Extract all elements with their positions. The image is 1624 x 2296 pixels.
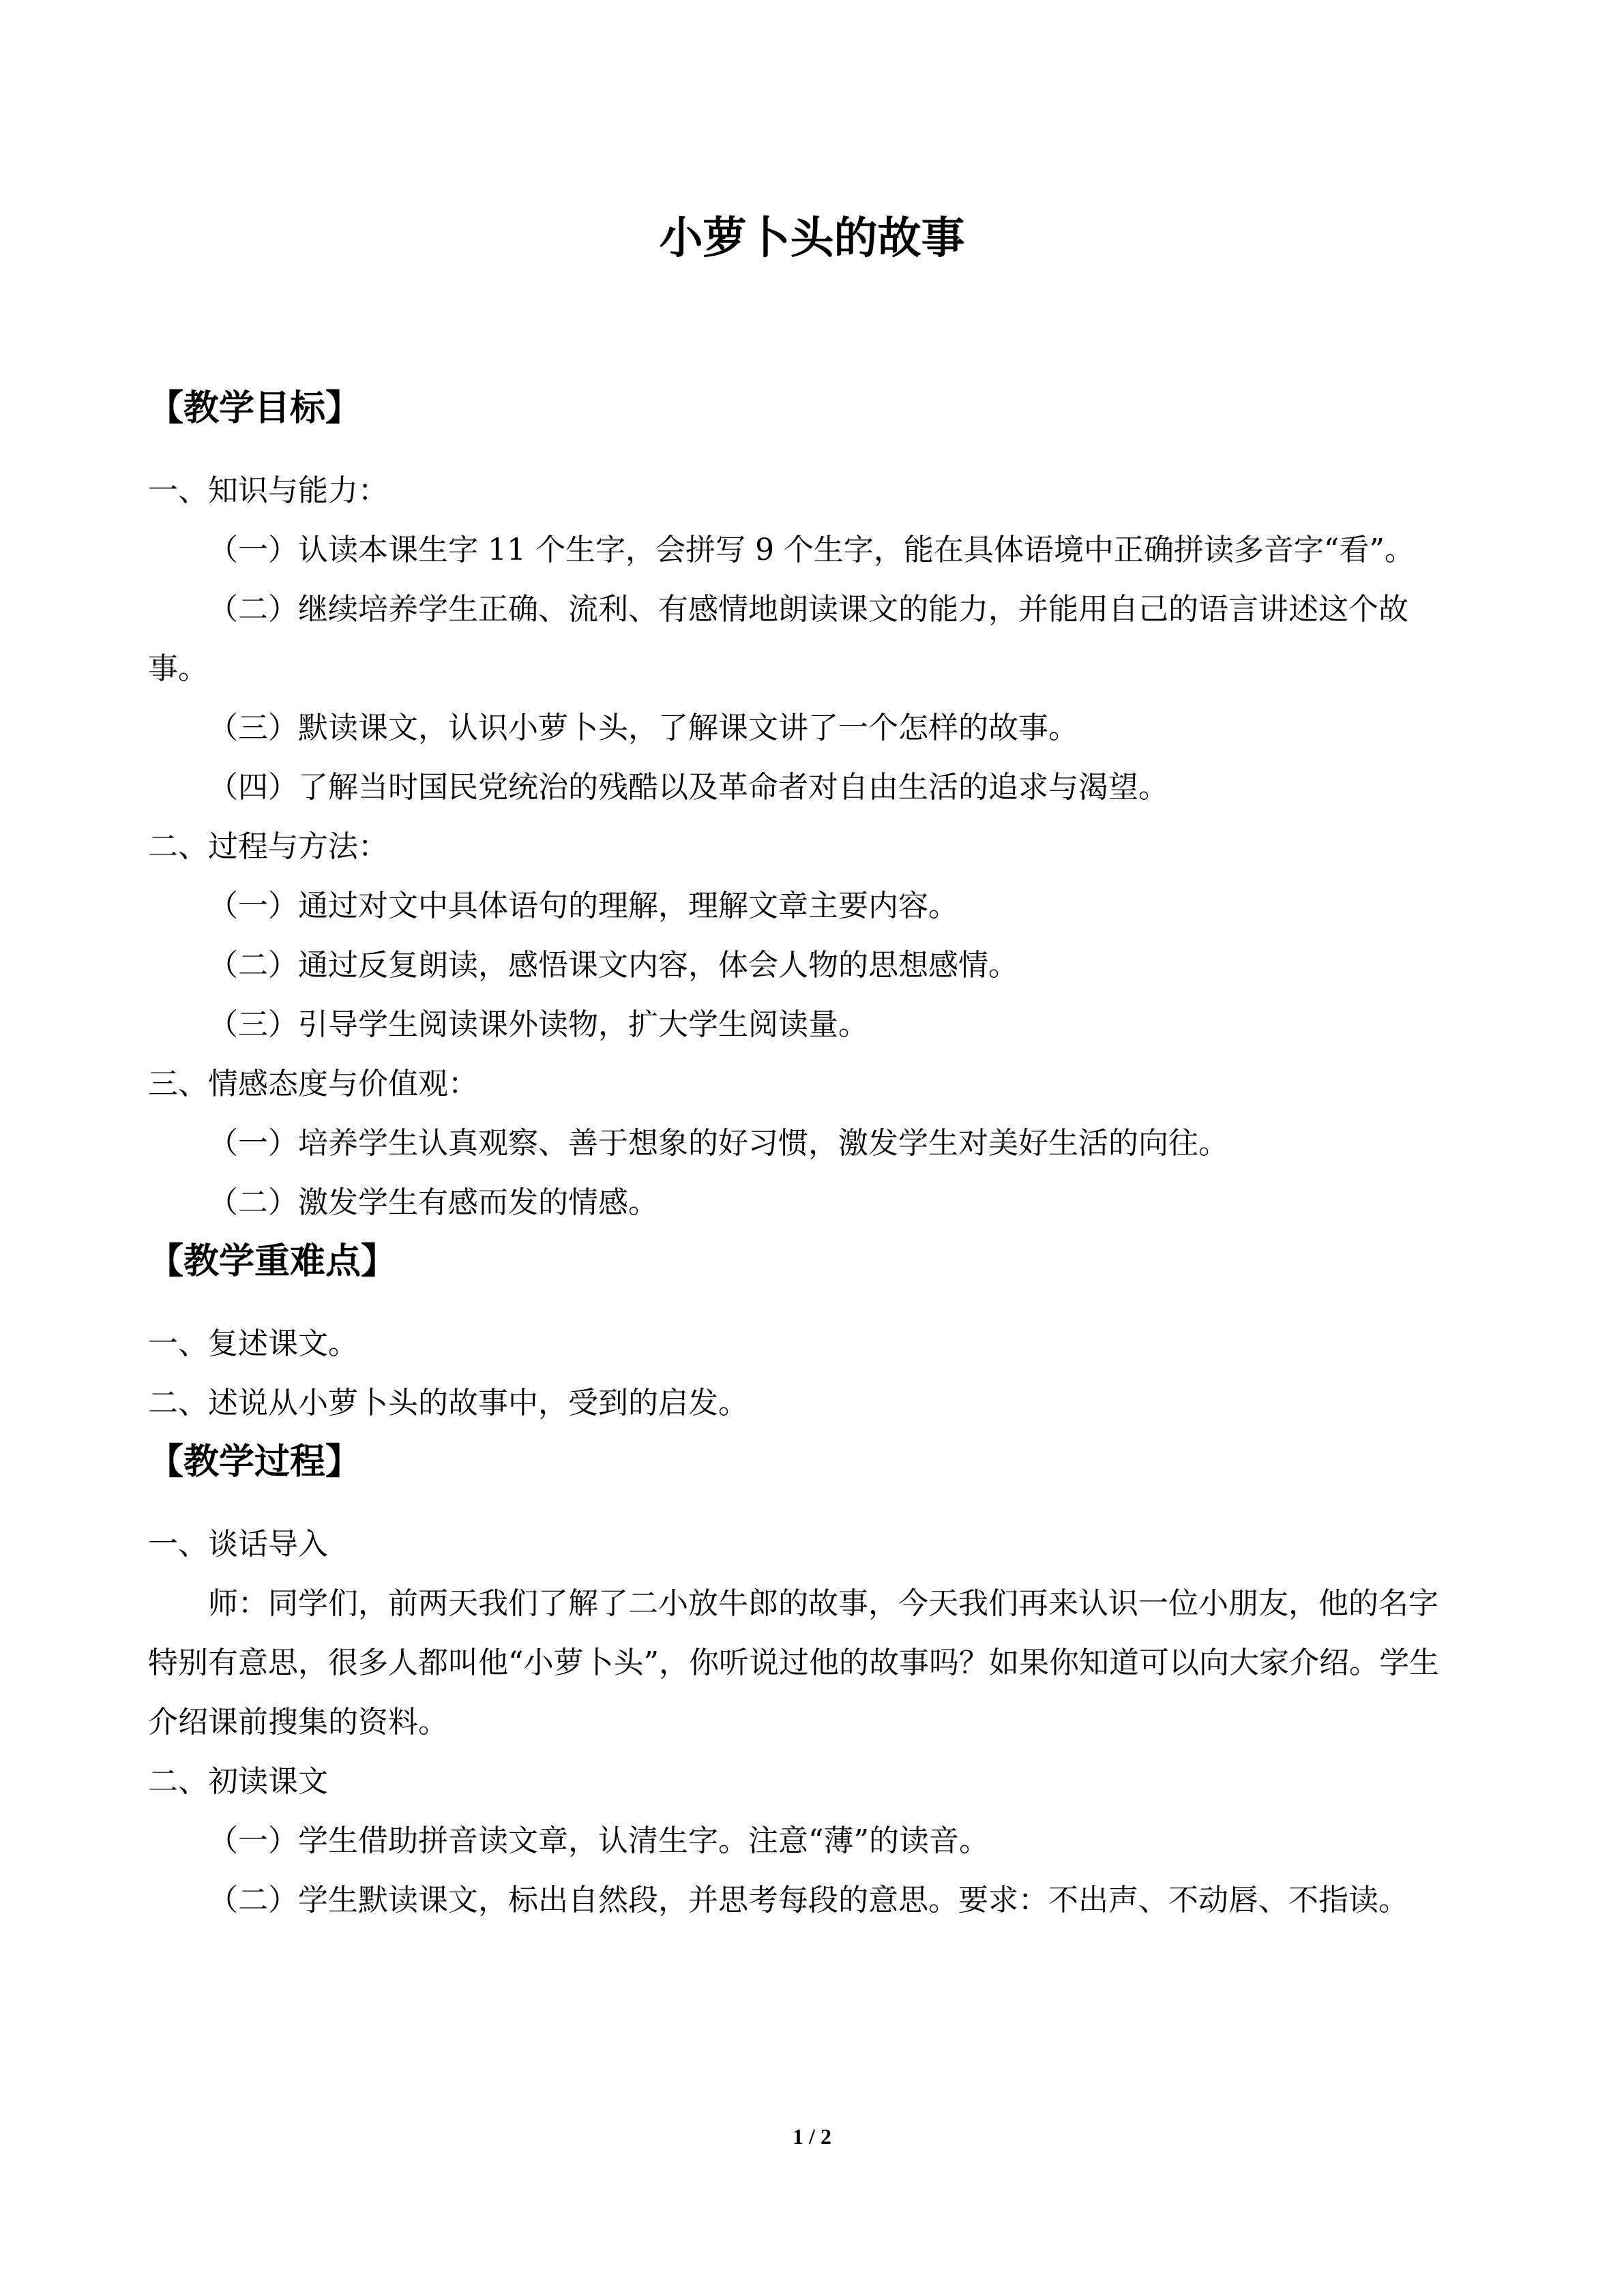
goals-category: 一、知识与能力：: [148, 473, 388, 508]
key-point-item: 二、述说从小萝卜头的故事中，受到的启发。: [148, 1386, 748, 1420]
goals-item: （一）培养学生认真观察、善于想象的好习惯，激发学生对美好生活的向往。: [208, 1126, 1228, 1161]
process-paragraph: （二）学生默读课文，标出自然段，并思考每段的意思。要求：不出声、不动唇、不指读。: [208, 1883, 1408, 1918]
goals-item: （二）激发学生有感而发的情感。: [208, 1185, 658, 1220]
goals-item: （一）通过对文中具体语句的理解，理解文章主要内容。: [208, 889, 958, 923]
process-paragraph: 师：同学们，前两天我们了解了二小放牛郎的故事，今天我们再来认识一位小朋友，他的名字特别有意思，很多人都叫他“小萝卜头”，你听说过他的故事吗？如果你知道可以向大家介绍。学生介绍课前搜集的资料。: [148, 1586, 1439, 1740]
goals-item: （二）通过反复朗读，感悟课文内容，体会人物的思想感情。: [208, 948, 1018, 983]
section-heading-key-points: 【教学重难点】: [148, 1241, 397, 1282]
goals-item: （一）认读本课生字 11 个生字，会拼写 9 个生字，能在具体语境中正确拼读多音字“看”。: [208, 533, 1415, 567]
section-heading-goals: 【教学目标】: [148, 388, 361, 429]
goals-item: （三）默读课文，认识小萝卜头，了解课文讲了一个怎样的故事。: [208, 711, 1078, 745]
process-paragraph: （一）学生借助拼音读文章，认清生字。注意“薄”的读音。: [208, 1823, 989, 1858]
process-step-heading: 一、谈话导入: [148, 1527, 328, 1562]
document-body: [148, 379, 1468, 1930]
goals-item: （二）继续培养学生正确、流利、有感情地朗读课文的能力，并能用自己的语言讲述这个故事。: [148, 592, 1408, 686]
document-title: 小萝卜头的故事: [659, 213, 965, 264]
goals-category: 二、过程与方法：: [148, 829, 388, 864]
process-step-heading: 二、初读课文: [148, 1764, 328, 1799]
key-point-item: 一、复述课文。: [148, 1326, 358, 1361]
page-number: 1 / 2: [793, 2124, 831, 2149]
goals-category: 三、情感态度与价值观：: [148, 1067, 478, 1101]
goals-item: （三）引导学生阅读课外读物，扩大学生阅读量。: [208, 1007, 868, 1042]
goals-item: （四）了解当时国民党统治的残酷以及革命者对自由生活的追求与渴望。: [208, 770, 1168, 805]
section-heading-process: 【教学过程】: [148, 1442, 361, 1482]
